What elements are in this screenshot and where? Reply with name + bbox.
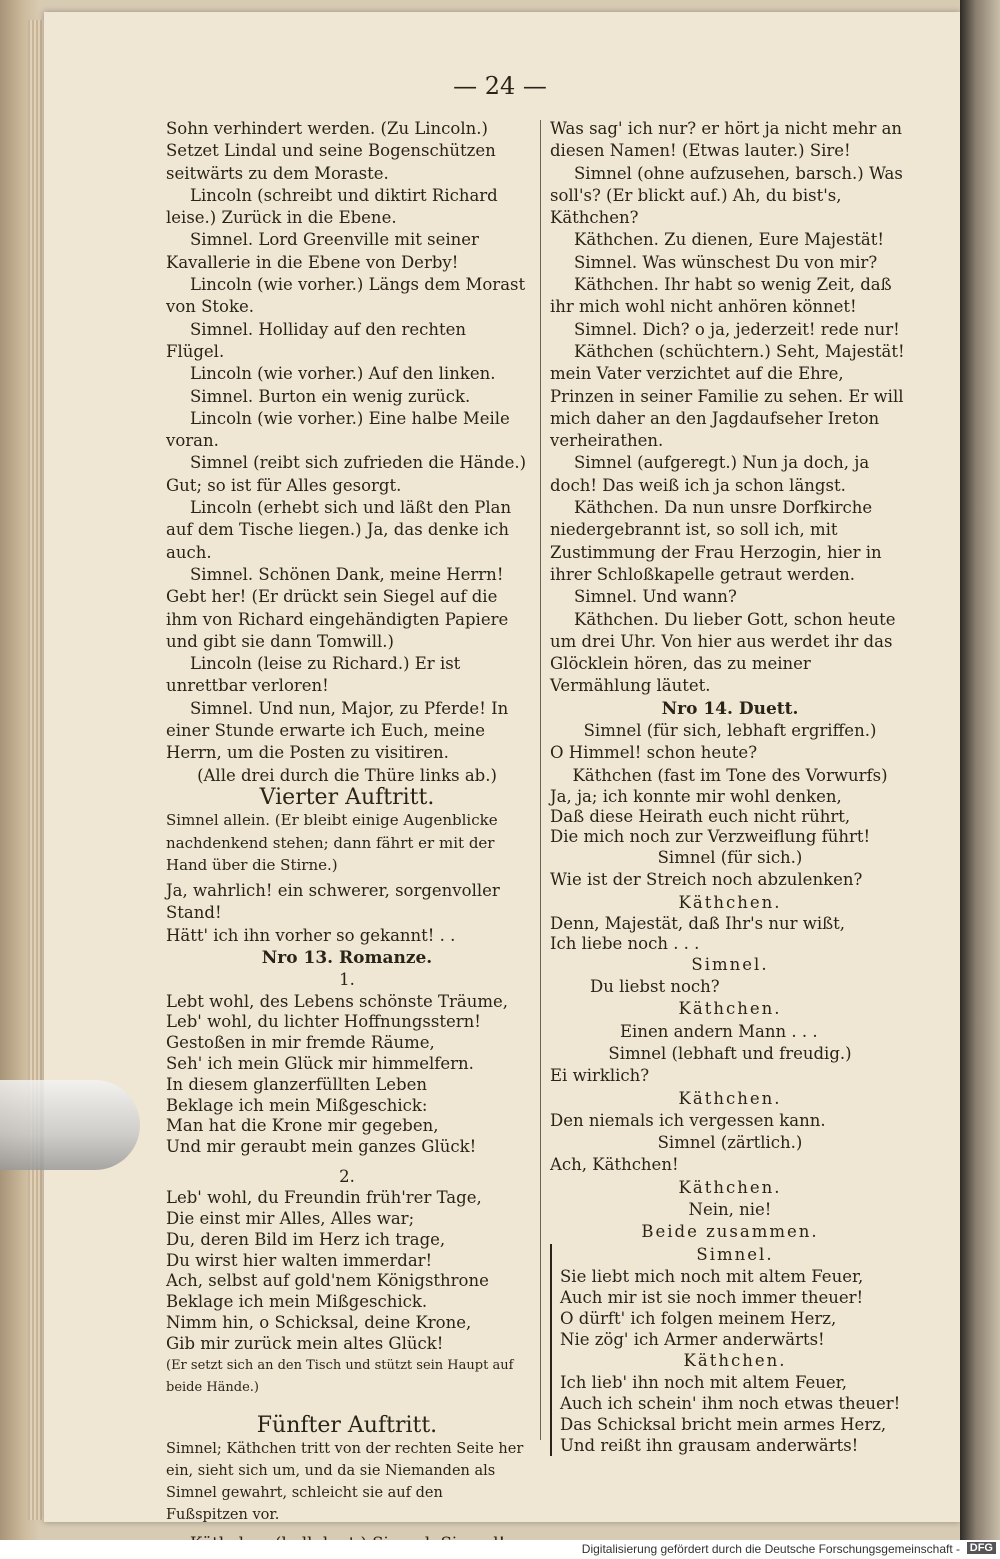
vierter-stage-direction: Simnel allein. (Er bleibt einige Augenblicke nachdenkend stehen; dann fährt er mit der Hand über die Stirne.) — [166, 811, 498, 874]
duett-line: Beide zusammen. — [641, 1222, 819, 1242]
verse-line: Beklage ich mein Mißgeschick: — [166, 1095, 428, 1115]
duett-line: Käthchen. — [678, 1088, 782, 1108]
dialogue-paragraph: Käthchen. Du lieber Gott, schon heute um drei Uhr. Von hier aus werdet ihr das Glöcklein hören, das zu meiner Vermählung läutet. — [550, 609, 896, 696]
fuenfter-stage-direction: Simnel; Käthchen tritt von der rechten Seite her ein, sieht sich um, und da sie Niemanden als Simnel gewahrt, schleicht sie auf den Fußspitzen vor. — [166, 1440, 524, 1524]
duett-line: Den niemals ich vergessen kann. — [550, 1110, 826, 1130]
verse-line: Die einst mir Alles, Alles war; — [166, 1209, 415, 1229]
dialogue-paragraph: Simnel. Was wünschest Du von mir? — [574, 252, 878, 272]
duett-line: Käthchen. — [678, 892, 782, 912]
verse-line: Seh' ich mein Glück mir himmelfern. — [166, 1053, 474, 1073]
duett-lines — [550, 720, 910, 1244]
right-paragraphs — [550, 118, 910, 698]
verse-line: Ach, selbst auf gold'nem Königsthrone — [166, 1271, 489, 1291]
duett-line: Simnel (zärtlich.) — [657, 1133, 803, 1153]
dialogue-paragraph: Käthchen (schüchtern.) Seht, Majestät! mein Vater verzichtet auf die Ehre, Prinzen in seiner Familie zu sehen. Er will mich daher an den Jagdaufseher Ireton verheirathen. — [550, 341, 905, 451]
duett-line: O Himmel! schon heute? — [550, 743, 758, 763]
beide-simnel-lines — [560, 1266, 910, 1350]
left-column — [166, 118, 528, 1555]
stanza2-number: 2. — [339, 1166, 355, 1186]
page-clip — [0, 1080, 140, 1170]
dialogue-paragraph: Lincoln (wie vorher.) Längs dem Morast von Stoke. — [166, 275, 526, 317]
duett-line: Einen andern Mann . . . — [620, 1021, 818, 1041]
nro13-heading: Nro 13. Romanze. — [261, 947, 433, 968]
stanza1-number: 1. — [339, 970, 355, 990]
stanza2 — [166, 1188, 528, 1354]
dialogue-paragraph: Lincoln (wie vorher.) Auf den linken. — [190, 364, 496, 384]
verse-line: Und reißt ihn grausam anderwärts! — [560, 1436, 859, 1456]
stanza2-stage-direction: (Er setzt sich an den Tisch und stützt sein Haupt auf beide Hände.) — [166, 1357, 514, 1395]
duett-line: Wie ist der Streich noch abzulenken? — [550, 870, 863, 890]
stanza1 — [166, 992, 528, 1158]
duett-line: Ei wirklich? — [550, 1066, 650, 1086]
verse-line: Das Schicksal bricht mein armes Herz, — [560, 1415, 887, 1435]
verse-line: Nie zög' ich Armer anderwärts! — [560, 1329, 825, 1349]
dialogue-paragraph: Lincoln (leise zu Richard.) Er ist unrettbar verloren! — [166, 654, 461, 696]
dialogue-paragraph: Sohn verhindert werden. (Zu Lincoln.) Setzet Lindal und seine Bogenschützen seitwärts zu dem Moraste. — [166, 119, 496, 183]
dialogue-paragraph: Käthchen. Ihr habt so wenig Zeit, daß ihr mich wohl nicht anhören könnet! — [550, 275, 892, 317]
verse-line: Beklage ich mein Mißgeschick. — [166, 1292, 428, 1312]
dialogue-paragraph: Was sag' ich nur? er hört ja nicht mehr an diesen Namen! (Etwas lauter.) Sire! — [550, 119, 903, 161]
footer-credit: Digitalisierung gefördert durch die Deutsche Forschungsgemeinschaft - — [581, 1542, 960, 1556]
vierter-line-1: Ja, wahrlich! ein schwerer, sorgenvoller Stand! — [166, 881, 500, 923]
duett-line: Simnel (lebhaft und freudig.) — [608, 1043, 852, 1063]
verse-line: Ich lieb' ihn noch mit altem Feuer, — [560, 1373, 847, 1393]
dialogue-paragraph: Simnel. Holliday auf den rechten Flügel. — [166, 319, 467, 361]
duett-line: Ich liebe noch . . . — [550, 933, 700, 953]
duett-line: Simnel (für sich.) — [657, 847, 803, 867]
beide-kaethchen-speaker: Käthchen. — [683, 1350, 787, 1370]
duett-line: Käthchen. — [678, 999, 782, 1019]
dialogue-paragraph: Simnel. Schönen Dank, meine Herrn! Gebt her! (Er drückt sein Siegel auf die ihm von Richard eingehändigten Papiere und gibt sie dann Tomwill.) — [166, 564, 509, 651]
verse-line: Auch mir ist sie noch immer theuer! — [560, 1287, 864, 1307]
duett-line: Ja, ja; ich konnte mir wohl denken, — [550, 786, 842, 806]
verse-line: In diesem glanzerfüllten Leben — [166, 1074, 427, 1094]
dialogue-paragraph: (Alle drei durch die Thüre links ab.) — [197, 765, 497, 785]
dialogue-paragraph: Lincoln (erhebt sich und läßt den Plan auf dem Tische liegen.) Ja, das denke ich auch. — [166, 498, 512, 562]
column-divider — [540, 120, 541, 1440]
duett-line: Käthchen. — [678, 1177, 782, 1197]
duett-line: Die mich noch zur Verzweiflung führt! — [550, 826, 871, 846]
verse-line: Und mir geraubt mein ganzes Glück! — [166, 1137, 477, 1157]
right-page-shadow — [960, 0, 1000, 1540]
beide-zusammen-block — [550, 1244, 910, 1457]
verse-line: Leb' wohl, du Freundin früh'rer Tage, — [166, 1188, 482, 1208]
duett-line: Käthchen (fast im Tone des Vorwurfs) — [572, 765, 888, 785]
beide-simnel-speaker: Simnel. — [696, 1244, 774, 1264]
right-column — [550, 118, 910, 1456]
dialogue-paragraph: Käthchen. Zu dienen, Eure Majestät! — [574, 230, 884, 250]
verse-line: Auch ich schein' ihm noch etwas theuer! — [560, 1394, 901, 1414]
duett-line: Daß diese Heirath euch nicht rührt, — [550, 806, 851, 826]
dialogue-paragraph: Simnel (ohne aufzusehen, barsch.) Was soll's? (Er blickt auf.) Ah, du bist's, Käthchen? — [550, 163, 903, 228]
verse-line: Man hat die Krone mir gegeben, — [166, 1116, 439, 1136]
verse-line: Du wirst hier walten immerdar! — [166, 1250, 433, 1270]
vierter-heading: Vierter Auftritt. — [259, 784, 435, 810]
verse-line: O dürft' ich folgen meinem Herz, — [560, 1308, 837, 1328]
duett-line: Simnel (für sich, lebhaft ergriffen.) — [583, 721, 877, 741]
duett-line: Nein, nie! — [688, 1200, 772, 1220]
duett-line: Ach, Käthchen! — [550, 1155, 679, 1175]
beide-kaethchen-lines — [560, 1372, 910, 1456]
nro14-heading: Nro 14. Duett. — [661, 698, 799, 719]
fuenfter-heading: Fünfter Auftritt. — [256, 1413, 438, 1439]
dialogue-paragraph: Simnel. Und nun, Major, zu Pferde! In einer Stunde erwarte ich Euch, meine Herrn, um die Posten zu visitiren. — [166, 698, 509, 763]
verse-line: Gib mir zurück mein altes Glück! — [166, 1333, 444, 1353]
dialogue-paragraph: Simnel (reibt sich zufrieden die Hände.) Gut; so ist für Alles gesorgt. — [166, 453, 527, 495]
dialogue-paragraph: Simnel (aufgeregt.) Nun ja doch, ja doch! Das weiß ich ja schon längst. — [550, 453, 870, 495]
verse-line: Sie liebt mich noch mit altem Feuer, — [560, 1266, 864, 1286]
duett-line: Du liebst noch? — [590, 977, 720, 997]
verse-line: Nimm hin, o Schicksal, deine Krone, — [166, 1313, 472, 1333]
footer-bar — [0, 1540, 1000, 1559]
duett-line: Denn, Majestät, daß Ihr's nur wißt, — [550, 913, 846, 933]
verse-line: Gestoßen in mir fremde Räume, — [166, 1033, 435, 1053]
dialogue-paragraph: Simnel. Burton ein wenig zurück. — [190, 386, 471, 406]
dialogue-paragraph: Käthchen. Da nun unsre Dorfkirche niedergebrannt ist, so soll ich, mit Zustimmung der Frau Herzogin, hier in ihrer Schloßkapelle getraut werden. — [550, 498, 882, 584]
duett-line: Simnel. — [691, 954, 769, 974]
left-paragraphs — [166, 118, 528, 787]
dialogue-paragraph: Simnel. Und wann? — [574, 587, 737, 607]
page-number: — 24 — — [453, 72, 547, 100]
verse-line: Du, deren Bild im Herz ich trage, — [166, 1229, 446, 1249]
dialogue-paragraph: Simnel. Lord Greenville mit seiner Kavallerie in die Ebene von Derby! — [166, 230, 479, 272]
dialogue-paragraph: Lincoln (wie vorher.) Eine halbe Meile voran. — [166, 408, 510, 451]
dialogue-paragraph: Lincoln (schreibt und diktirt Richard leise.) Zurück in die Ebene. — [166, 185, 498, 228]
vierter-line-2: Hätt' ich ihn vorher so gekannt! . . — [166, 925, 456, 945]
dfg-logo: DFG — [967, 1542, 996, 1554]
verse-line: Leb' wohl, du lichter Hoffnungsstern! — [166, 1012, 481, 1032]
verse-line: Lebt wohl, des Lebens schönste Träume, — [166, 991, 509, 1011]
dialogue-paragraph: Simnel. Dich? o ja, jederzeit! rede nur! — [574, 319, 900, 339]
